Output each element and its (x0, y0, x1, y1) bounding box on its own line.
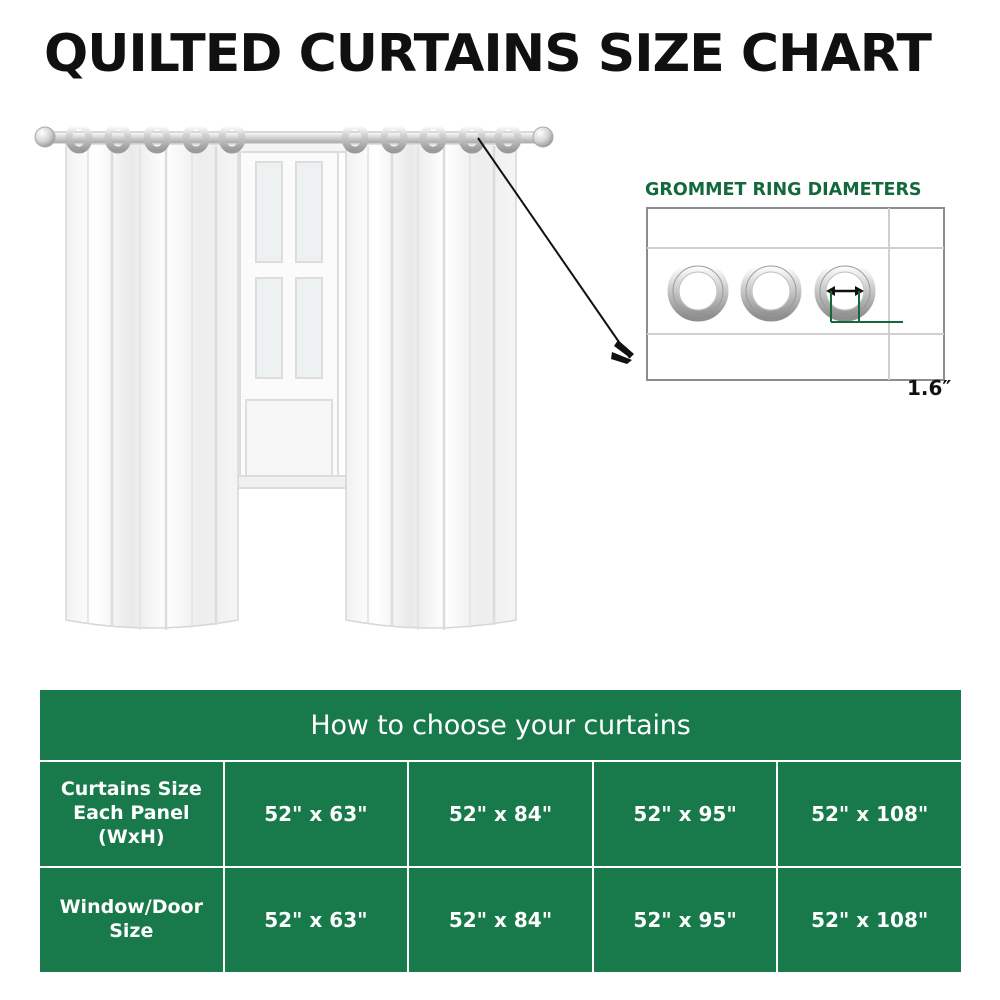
row-label-window-size (39, 867, 224, 973)
table-title: How to choose your curtains (39, 689, 962, 761)
row-label-curtain-size (39, 761, 224, 867)
table-cell: 52" x 108" (777, 761, 962, 867)
table-row (39, 867, 962, 973)
table-cell: 52" x 84" (408, 867, 593, 973)
right-curtain-panel (346, 144, 516, 630)
table-cell: 52" x 95" (593, 867, 778, 973)
grommet-panel-heading: GROMMET RING DIAMETERS (645, 180, 922, 200)
table-cell: 52" x 63" (224, 867, 409, 973)
table-cell: 52" x 108" (777, 867, 962, 973)
row-label-line: (WxH) (98, 825, 165, 848)
row-label-line: Window/Door (59, 896, 203, 919)
grommet-detail-panel (645, 180, 965, 400)
grommet-detail-graphic (645, 180, 965, 395)
table-cell: 52" x 63" (224, 761, 409, 867)
row-label-line: Each Panel (73, 802, 190, 825)
window-graphic (232, 138, 346, 488)
table-cell: 52" x 84" (408, 761, 593, 867)
grommet-ring-sample (746, 266, 796, 316)
grommet-diameter-label: 1.6″ (907, 376, 952, 400)
size-table-wrapper (38, 688, 963, 974)
page-title: QUILTED CURTAINS SIZE CHART (44, 24, 931, 84)
left-curtain-panel (66, 144, 238, 630)
grommet-ring-sample (673, 266, 723, 316)
table-header-row (39, 689, 962, 761)
table-row (39, 761, 962, 867)
table-cell: 52" x 95" (593, 761, 778, 867)
row-label-line: Curtains Size (60, 778, 202, 801)
size-table (38, 688, 963, 974)
row-label-line: Size (109, 920, 154, 942)
